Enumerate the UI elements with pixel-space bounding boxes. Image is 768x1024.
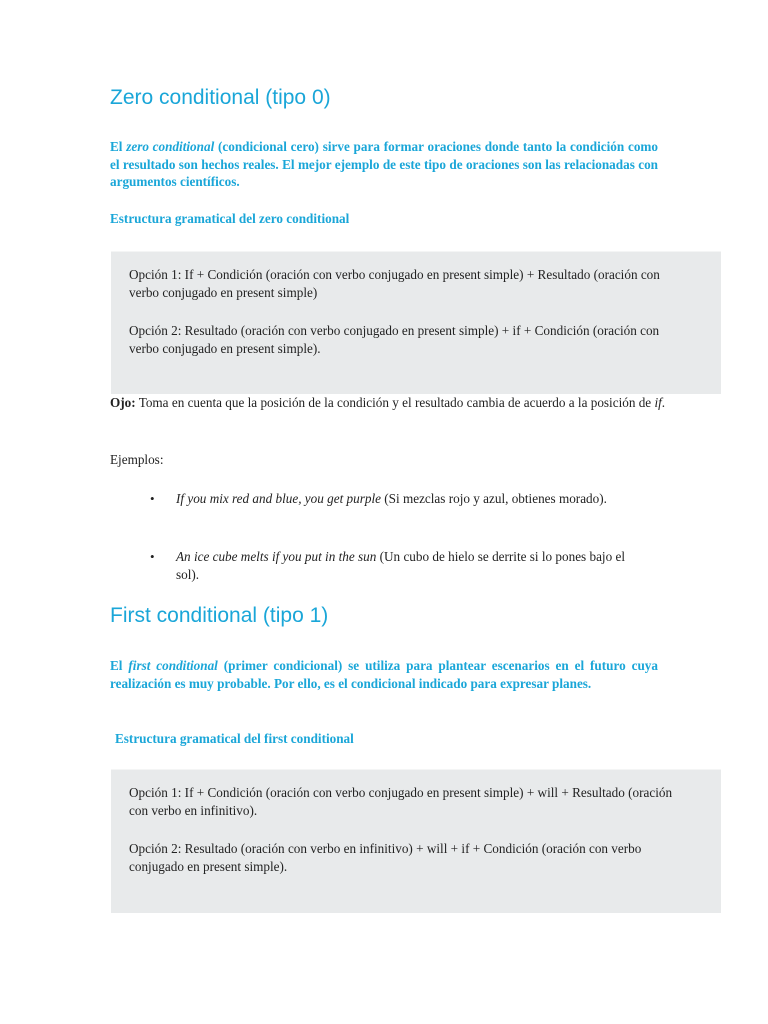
first-option-2: Opción 2: Resultado (oración con verbo en infinitivo) + will + if + Condición (oración con verbo conjugado en present simple). (129, 841, 642, 874)
zero-conditional-title: Zero conditional (tipo 0) (110, 86, 331, 109)
bullet-icon: • (150, 549, 155, 564)
first-conditional-title: First conditional (tipo 1) (110, 604, 329, 627)
zero-examples-label: Ejemplos: (110, 452, 164, 467)
first-intro-term: first conditional (128, 658, 218, 673)
zero-note-label: Ojo: (110, 395, 136, 410)
first-option-1: Opción 1: If + Condición (oración con verbo conjugado en present simple) + will + Resultado (oración con verbo en infinitivo). (129, 785, 673, 818)
zero-conditional-intro (110, 138, 658, 191)
example-english: An ice cube melts if you put in the sun (176, 549, 377, 564)
first-conditional-intro (110, 657, 658, 692)
zero-intro-post: (condicional cero) sirve para formar oraciones donde tanto la condición como el resultado son hechos reales. El mejor ejemplo de este tipo de oraciones son las relacionadas con argumentos científicos. (110, 139, 658, 189)
example-text (176, 490, 636, 508)
first-structure-box (111, 769, 721, 913)
example-text (176, 548, 636, 583)
zero-note-text: Toma en cuenta que la posición de la condición y el resultado cambia de acuerdo a la posición de (135, 395, 655, 410)
example-english: If you mix red and blue, you get purple (176, 491, 381, 506)
zero-structure-box (111, 251, 721, 394)
example-spanish: (Si mezclas rojo y azul, obtienes morado). (380, 491, 607, 506)
list-item (150, 548, 650, 584)
first-intro-pre: El (110, 658, 129, 673)
zero-note-term: if (654, 395, 662, 410)
bullet-icon: • (150, 491, 155, 506)
zero-option-2: Opción 2: Resultado (oración con verbo conjugado en present simple) + if + Condición (oración con verbo conjugado en present simple). (129, 323, 660, 356)
first-structure-heading: Estructura gramatical del first conditional (115, 731, 354, 746)
zero-option-1: Opción 1: If + Condición (oración con verbo conjugado en present simple) + Resultado (oración con verbo conjugado en present simple) (129, 267, 660, 300)
example-spanish: (Un cubo de hielo se derrite si lo pones bajo el sol). (176, 549, 626, 582)
zero-intro-term: zero conditional (126, 139, 215, 154)
zero-structure-heading: Estructura gramatical del zero conditional (110, 211, 350, 226)
zero-note (110, 394, 670, 412)
zero-note-end: . (661, 395, 666, 410)
zero-intro-pre: El (110, 139, 127, 154)
list-item (150, 490, 650, 526)
first-intro-post: (primer condicional) se utiliza para plantear escenarios en el futuro cuya realización es muy probable. Por ello, es el condicional indicado para expresar planes. (110, 658, 658, 691)
